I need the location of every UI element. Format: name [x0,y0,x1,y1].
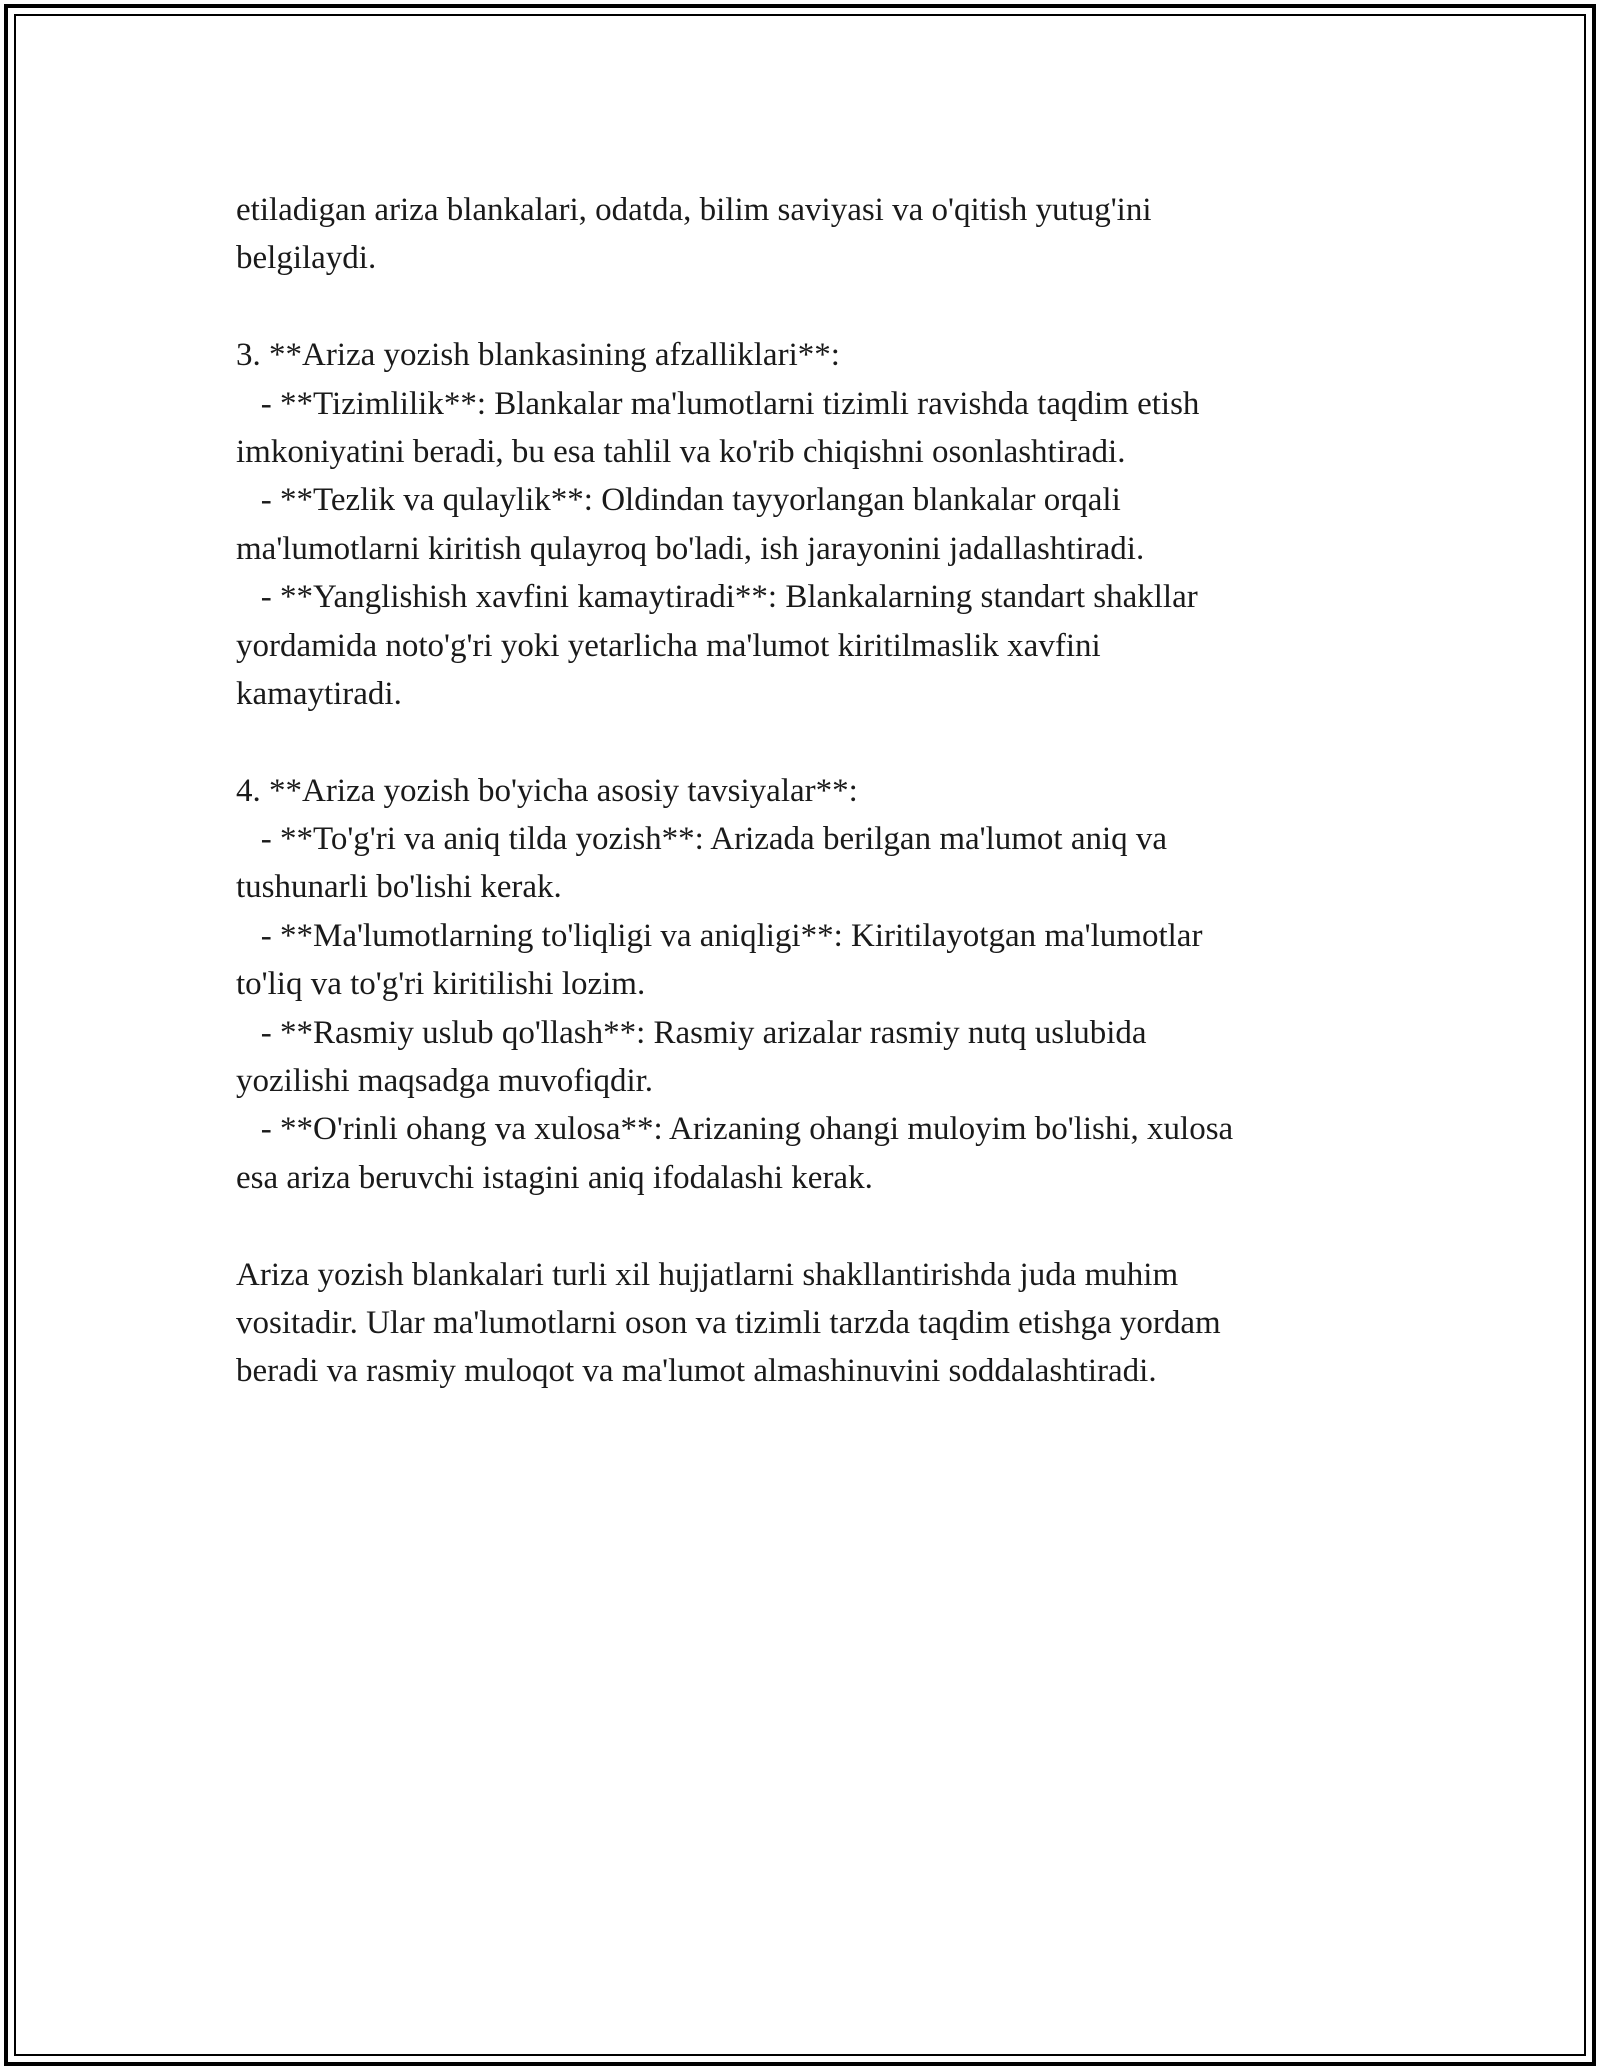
text-line: vositadir. Ular ma'lumotlarni oson va tizimli tarzda taqdim etishga yordam [236,1304,1221,1341]
paragraph-spacer [236,718,1366,766]
list-item-line: ma'lumotlarni kiritish qulayroq bo'ladi, ish jarayonini jadallashtiradi. [236,530,1145,567]
section-heading: 4. **Ariza yozish bo'yicha asosiy tavsiyalar**: [236,772,858,809]
list-item-line: - **O'rinli ohang va xulosa**: Arizaning ohangi muloyim bo'lishi, xulosa [236,1111,1234,1148]
text-line: etiladigan ariza blankalari, odatda, bilim saviyasi va o'qitish yutug'ini [236,192,1152,228]
text-line: beradi va rasmiy muloqot va ma'lumot almashinuvini soddalashtiradi. [236,1353,1157,1390]
conclusion-paragraph [236,1251,1366,1396]
list-item-line: - **Yanglishish xavfini kamaytiradi**: Blankalarning standart shakllar [236,579,1198,616]
text-line: Ariza yozish blankalari turli xil hujjatlarni shakllantirishda juda muhim [236,1256,1179,1293]
section-heading: 3. **Ariza yozish blankasining afzalliklari**: [236,337,840,374]
list-item-line: yozilishi maqsadga muvofiqdir. [236,1063,654,1100]
list-item-line: tushunarli bo'lishi kerak. [236,869,562,906]
document-body [236,186,1366,1396]
list-item-line: esa ariza beruvchi istagini aniq ifodalashi kerak. [236,1159,873,1196]
list-item-line: - **Ma'lumotlarning to'liqligi va aniqligi**: Kiritilayotgan ma'lumotlar [236,917,1203,954]
text-line: belgilaydi. [236,240,377,277]
paragraph-spacer [236,283,1366,331]
paragraph-continuation [236,186,1366,283]
list-item-line: - **Tizimlilik**: Blankalar ma'lumotlarni tizimli ravishda taqdim etish [236,385,1200,422]
list-item-line: to'liq va to'g'ri kiritilishi lozim. [236,966,646,1003]
list-item-line: - **Rasmiy uslub qo'llash**: Rasmiy arizalar rasmiy nutq uslubida [236,1014,1147,1051]
list-item-line: - **To'g'ri va aniq tilda yozish**: Arizada berilgan ma'lumot aniq va [236,821,1168,858]
paragraph-spacer [236,1202,1366,1250]
list-item-line: yordamida noto'g'ri yoki yetarlicha ma'lumot kiritilmaslik xavfini [236,627,1101,664]
list-item-line: imkoniyatini beradi, bu esa tahlil va ko'rib chiqishni osonlashtiradi. [236,433,1126,470]
list-item-line: kamaytiradi. [236,675,402,712]
list-item-line: - **Tezlik va qulaylik**: Oldindan tayyorlangan blankalar orqali [236,482,1121,519]
section-3-advantages [236,331,1366,718]
section-4-recommendations [236,767,1366,1203]
